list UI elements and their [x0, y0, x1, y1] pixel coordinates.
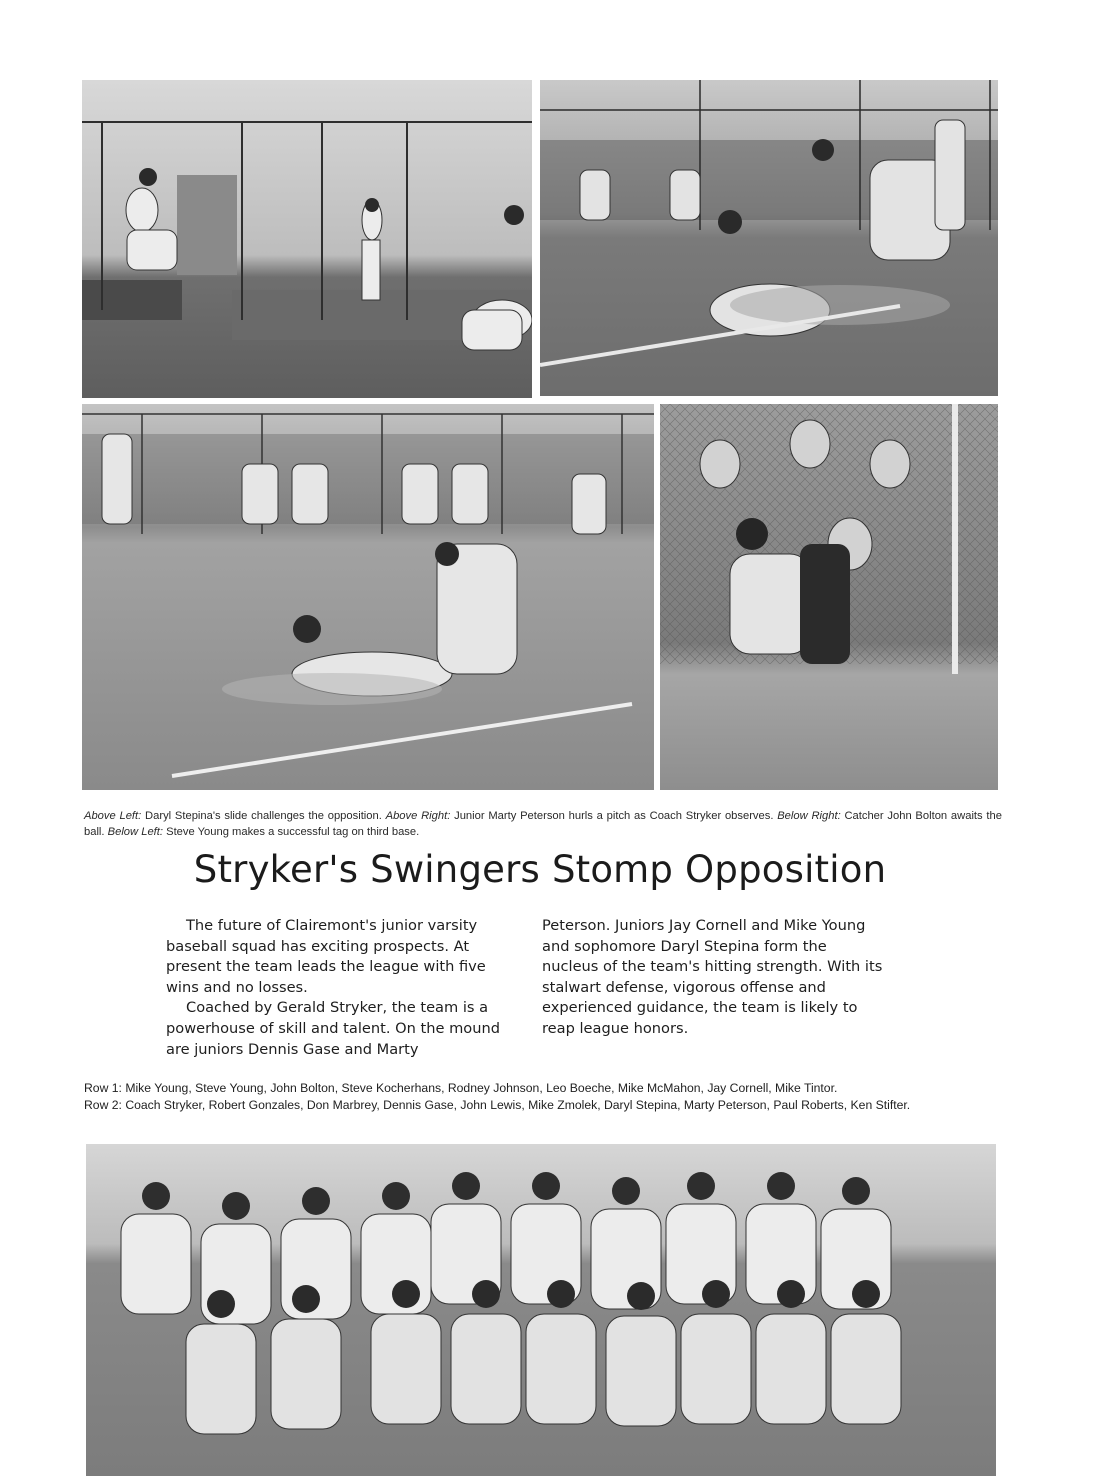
headline: Stryker's Swingers Stomp Opposition: [193, 848, 887, 891]
article-column-left: [166, 916, 511, 1060]
team-roster: [84, 1080, 1004, 1114]
caption-above-right-text: Junior Marty Peterson hurls a pitch as Coach Stryker observes.: [450, 810, 778, 822]
article-paragraph: Coached by Gerald Stryker, the team is a powerhouse of skill and talent. On the mound are juniors Dennis Gase and Marty: [166, 999, 500, 1058]
caption-above-left-text: Daryl Stepina's slide challenges the opposition.: [141, 810, 386, 822]
article-paragraph: The future of Clairemont's junior varsity baseball squad has exciting prospects. At present the team leads the league with five wins and no losses.: [166, 917, 486, 996]
photo-team: [86, 1144, 996, 1476]
baseball-pitcher-photo-icon: [82, 80, 532, 398]
caption-below-right-label: Below Right:: [777, 810, 841, 822]
roster-row-1: Row 1: Mike Young, Steve Young, John Bolton, Steve Kocherhans, Rodney Johnson, Leo Boeche, Mike McMahon, Jay Cornell, Mike Tintor.: [84, 1081, 838, 1095]
caption-above-left-label: Above Left:: [84, 810, 142, 822]
baseball-team-group-photo-icon: [86, 1144, 996, 1476]
caption-below-left-text: Steve Young makes a successful tag on third base.: [163, 826, 420, 838]
photo-caption: [84, 808, 1002, 840]
article-column-right: [542, 916, 887, 1040]
photo-middle-right: [660, 404, 998, 790]
baseball-catcher-photo-icon: [660, 404, 998, 790]
baseball-slide-home-photo-icon: [540, 80, 998, 396]
photo-top-left: [82, 80, 532, 398]
article-paragraph: Peterson. Juniors Jay Cornell and Mike Young and sophomore Daryl Stepina form the nucleus of the team's hitting strength. With its stalwart defense, vigorous offense and experienced guidance, the team is likely to reap league honors.: [542, 917, 883, 1037]
baseball-third-base-tag-photo-icon: [82, 404, 654, 790]
caption-below-right-text: Catcher John Bolton awaits the ball.: [84, 810, 1002, 838]
caption-above-right-label: Above Right:: [385, 810, 451, 822]
caption-below-left-label: Below Left:: [107, 826, 163, 838]
photo-top-right: [540, 80, 998, 396]
roster-row-2: Row 2: Coach Stryker, Robert Gonzales, Don Marbrey, Dennis Gase, John Lewis, Mike Zmolek, Daryl Stepina, Marty Peterson, Paul Roberts, Ken Stifter.: [84, 1098, 911, 1112]
photo-middle-left: [82, 404, 654, 790]
